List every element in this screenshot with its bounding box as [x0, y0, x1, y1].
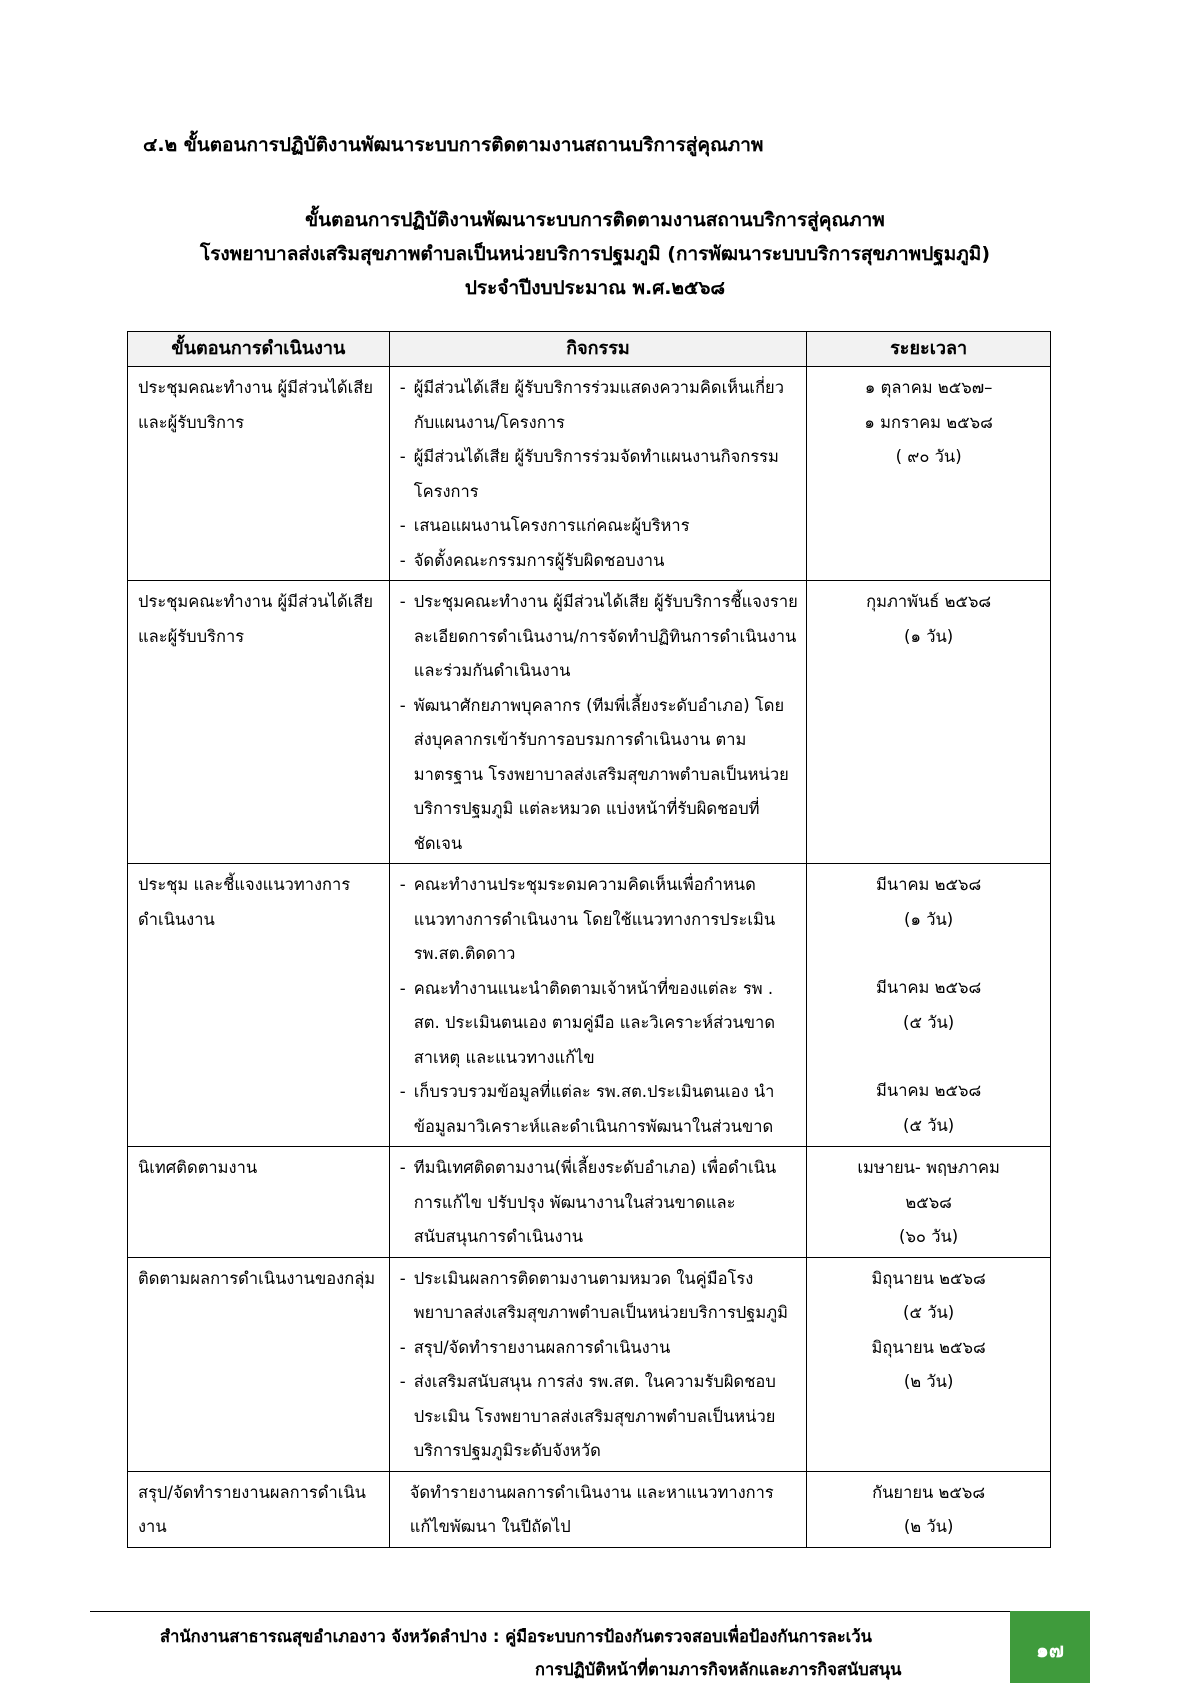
duration-cell	[807, 864, 1051, 1147]
duration-line: กุมภาพันธ์ ๒๕๖๘	[866, 592, 992, 611]
activity-item: - เก็บรวบรวมข้อมูลที่แต่ละ รพ.สต.ประเมินตนเอง นำข้อมูลมาวิเคราะห์และดำเนินการพัฒนาในส่วนขาด	[398, 1075, 799, 1144]
activity-cell	[389, 581, 807, 864]
activity-cell	[389, 367, 807, 581]
section-heading: ๔.๒ ขั้นตอนการปฏิบัติงานพัฒนาระบบการติดตามงานสถานบริการสู่คุณภาพ	[143, 134, 764, 156]
activity-item: - คณะทำงานแนะนำติดตามเจ้าหน้าที่ของแต่ละ รพ . สต. ประเมินตนเอง ตามคู่มือ และวิเคราะห์ส่วนขาดสาเหตุ และแนวทางแก้ไข	[398, 972, 799, 1076]
duration-line: ๑ ตุลาคม ๒๕๖๗–	[864, 378, 993, 397]
step-cell: นิเทศติดตามงาน	[128, 1147, 390, 1258]
duration-line: ( ๙๐ วัน)	[895, 447, 962, 466]
activity-item: - ผู้มีส่วนได้เสีย ผู้รับบริการร่วมแสดงความคิดเห็นเกี่ยวกับแผนงาน/โครงการ	[398, 371, 799, 440]
table-row	[128, 864, 1051, 1147]
header-activity: กิจกรรม	[389, 332, 807, 367]
activity-item: - สรุป/จัดทำรายงานผลการดำเนินงาน	[398, 1331, 799, 1366]
document-title	[120, 203, 1070, 305]
page-number-badge	[1010, 1611, 1090, 1683]
step-cell: ประชุมคณะทำงาน ผู้มีส่วนได้เสีย และผู้รับบริการ	[128, 581, 390, 864]
duration-line: (๑ วัน)	[904, 626, 954, 646]
procedure-table	[127, 331, 1051, 1548]
duration-line: มิถุนายน ๒๕๖๘	[871, 1337, 986, 1357]
title-line-3: ประจำปีงบประมาณ พ.ศ.๒๕๖๘	[464, 277, 726, 299]
duration-cell	[807, 1471, 1051, 1547]
duration-cell	[807, 1147, 1051, 1258]
header-step: ขั้นตอนการดำเนินงาน	[128, 332, 390, 367]
header-duration: ระยะเวลา	[807, 332, 1051, 367]
table-row	[128, 581, 1051, 864]
footer-divider	[90, 1611, 1010, 1612]
activity-cell	[389, 1471, 807, 1547]
duration-line: มีนาคม ๒๕๖๘	[876, 1081, 982, 1100]
duration-line: (๕ วัน)	[903, 1115, 955, 1135]
table-row	[128, 1257, 1051, 1471]
activity-item: - ทีมนิเทศติดตามงาน(พี่เลี้ยงระดับอำเภอ) เพื่อดำเนินการแก้ไข ปรับปรุง พัฒนางานในส่วนขาดและสนับสนุนการดำเนินงาน	[398, 1151, 799, 1255]
duration-line: (๕ วัน)	[903, 1303, 955, 1322]
activity-cell	[389, 1257, 807, 1471]
duration-line: มีนาคม ๒๕๖๘	[876, 978, 982, 997]
step-cell: ประชุม และชี้แจงแนวทางการดำเนินงาน	[128, 864, 390, 1147]
activity-item: - ผู้มีส่วนได้เสีย ผู้รับบริการร่วมจัดทำแผนงานกิจกรรมโครงการ	[398, 440, 799, 509]
footer-text	[120, 1620, 965, 1686]
duration-line: ๑ มกราคม ๒๕๖๘	[864, 412, 993, 432]
title-line-1: ขั้นตอนการปฏิบัติงานพัฒนาระบบการติดตามงานสถานบริการสู่คุณภาพ	[305, 209, 885, 231]
duration-line: (๕ วัน)	[903, 1012, 955, 1032]
page-number: ๑๗	[1036, 1638, 1064, 1662]
activity-text: จัดทำรายงานผลการดำเนินงาน และหาแนวทางการแก้ไขพัฒนา ในปีถัดไป	[409, 1482, 774, 1536]
activity-cell	[389, 864, 807, 1147]
duration-line: ๒๕๖๘	[905, 1192, 952, 1212]
activity-item: - คณะทำงานประชุมระดมความคิดเห็นเพื่อกำหนดแนวทางการดำเนินงาน โดยใช้แนวทางการประเมินรพ.สต.ติดดาว	[398, 868, 799, 972]
footer-line-1: สำนักงานสาธารณสุขอำเภองาว จังหวัดลำปาง : คู่มือระบบการป้องกันตรวจสอบเพื่อป้องกันการละเว้น	[160, 1627, 872, 1646]
duration-line: เมษายน- พฤษภาคม	[857, 1158, 1000, 1177]
duration-line: (๑ วัน)	[904, 909, 954, 929]
duration-line: (๖๐ วัน)	[899, 1227, 959, 1246]
step-cell: ติดตามผลการดำเนินงานของกลุ่ม	[128, 1257, 390, 1471]
step-cell: ประชุมคณะทำงาน ผู้มีส่วนได้เสียและผู้รับบริการ	[128, 367, 390, 581]
activity-item: - เสนอแผนงานโครงการแก่คณะผู้บริหาร	[398, 509, 799, 544]
activity-item: - จัดตั้งคณะกรรมการผู้รับผิดชอบงาน	[398, 544, 799, 579]
step-cell: สรุป/จัดทำรายงานผลการดำเนินงาน	[128, 1471, 390, 1547]
activity-cell	[389, 1147, 807, 1258]
duration-cell	[807, 581, 1051, 864]
title-line-2: โรงพยาบาลส่งเสริมสุขภาพตำบลเป็นหน่วยบริการปฐมภูมิ (การพัฒนาระบบบริการสุขภาพปฐมภูมิ)	[199, 243, 990, 265]
duration-cell	[807, 1257, 1051, 1471]
activity-item: - ประเมินผลการติดตามงานตามหมวด ในคู่มือโรงพยาบาลส่งเสริมสุขภาพตำบลเป็นหน่วยบริการปฐมภูมิ	[398, 1262, 799, 1331]
table-row	[128, 367, 1051, 581]
duration-line: กันยายน ๒๕๖๘	[872, 1482, 986, 1502]
activity-item: - ประชุมคณะทำงาน ผู้มีส่วนได้เสีย ผู้รับบริการชี้แจงรายละเอียดการดำเนินงาน/การจัดทำปฏิทินการดำเนินงาน และร่วมกันดำเนินงาน	[398, 585, 799, 689]
duration-line: มิถุนายน ๒๕๖๘	[871, 1268, 986, 1288]
activity-item: - ส่งเสริมสนับสนุน การส่ง รพ.สต. ในความรับผิดชอบประเมิน โรงพยาบาลส่งเสริมสุขภาพตำบลเป็นหน่วยบริการปฐมภูมิระดับจังหวัด	[398, 1365, 799, 1469]
duration-cell	[807, 367, 1051, 581]
footer-line-2: การปฏิบัติหน้าที่ตามภารกิจหลักและภารกิจสนับสนุน	[535, 1660, 902, 1679]
table-row	[128, 1147, 1051, 1258]
activity-item: - พัฒนาศักยภาพบุคลากร (ทีมพี่เลี้ยงระดับอำเภอ) โดยส่งบุคลากรเข้ารับการอบรมการดำเนินงาน ตามมาตรฐาน โรงพยาบาลส่งเสริมสุขภาพตำบลเป็นหน่วยบริการปฐมภูมิ แต่ละหมวด แบ่งหน้าที่รับผิดชอบที่ชัดเจน	[398, 689, 799, 862]
duration-line: (๒ วัน)	[903, 1372, 954, 1391]
table-header-row	[128, 332, 1051, 367]
duration-line: (๒ วัน)	[903, 1517, 954, 1536]
table-row	[128, 1471, 1051, 1547]
duration-line: มีนาคม ๒๕๖๘	[876, 875, 982, 894]
